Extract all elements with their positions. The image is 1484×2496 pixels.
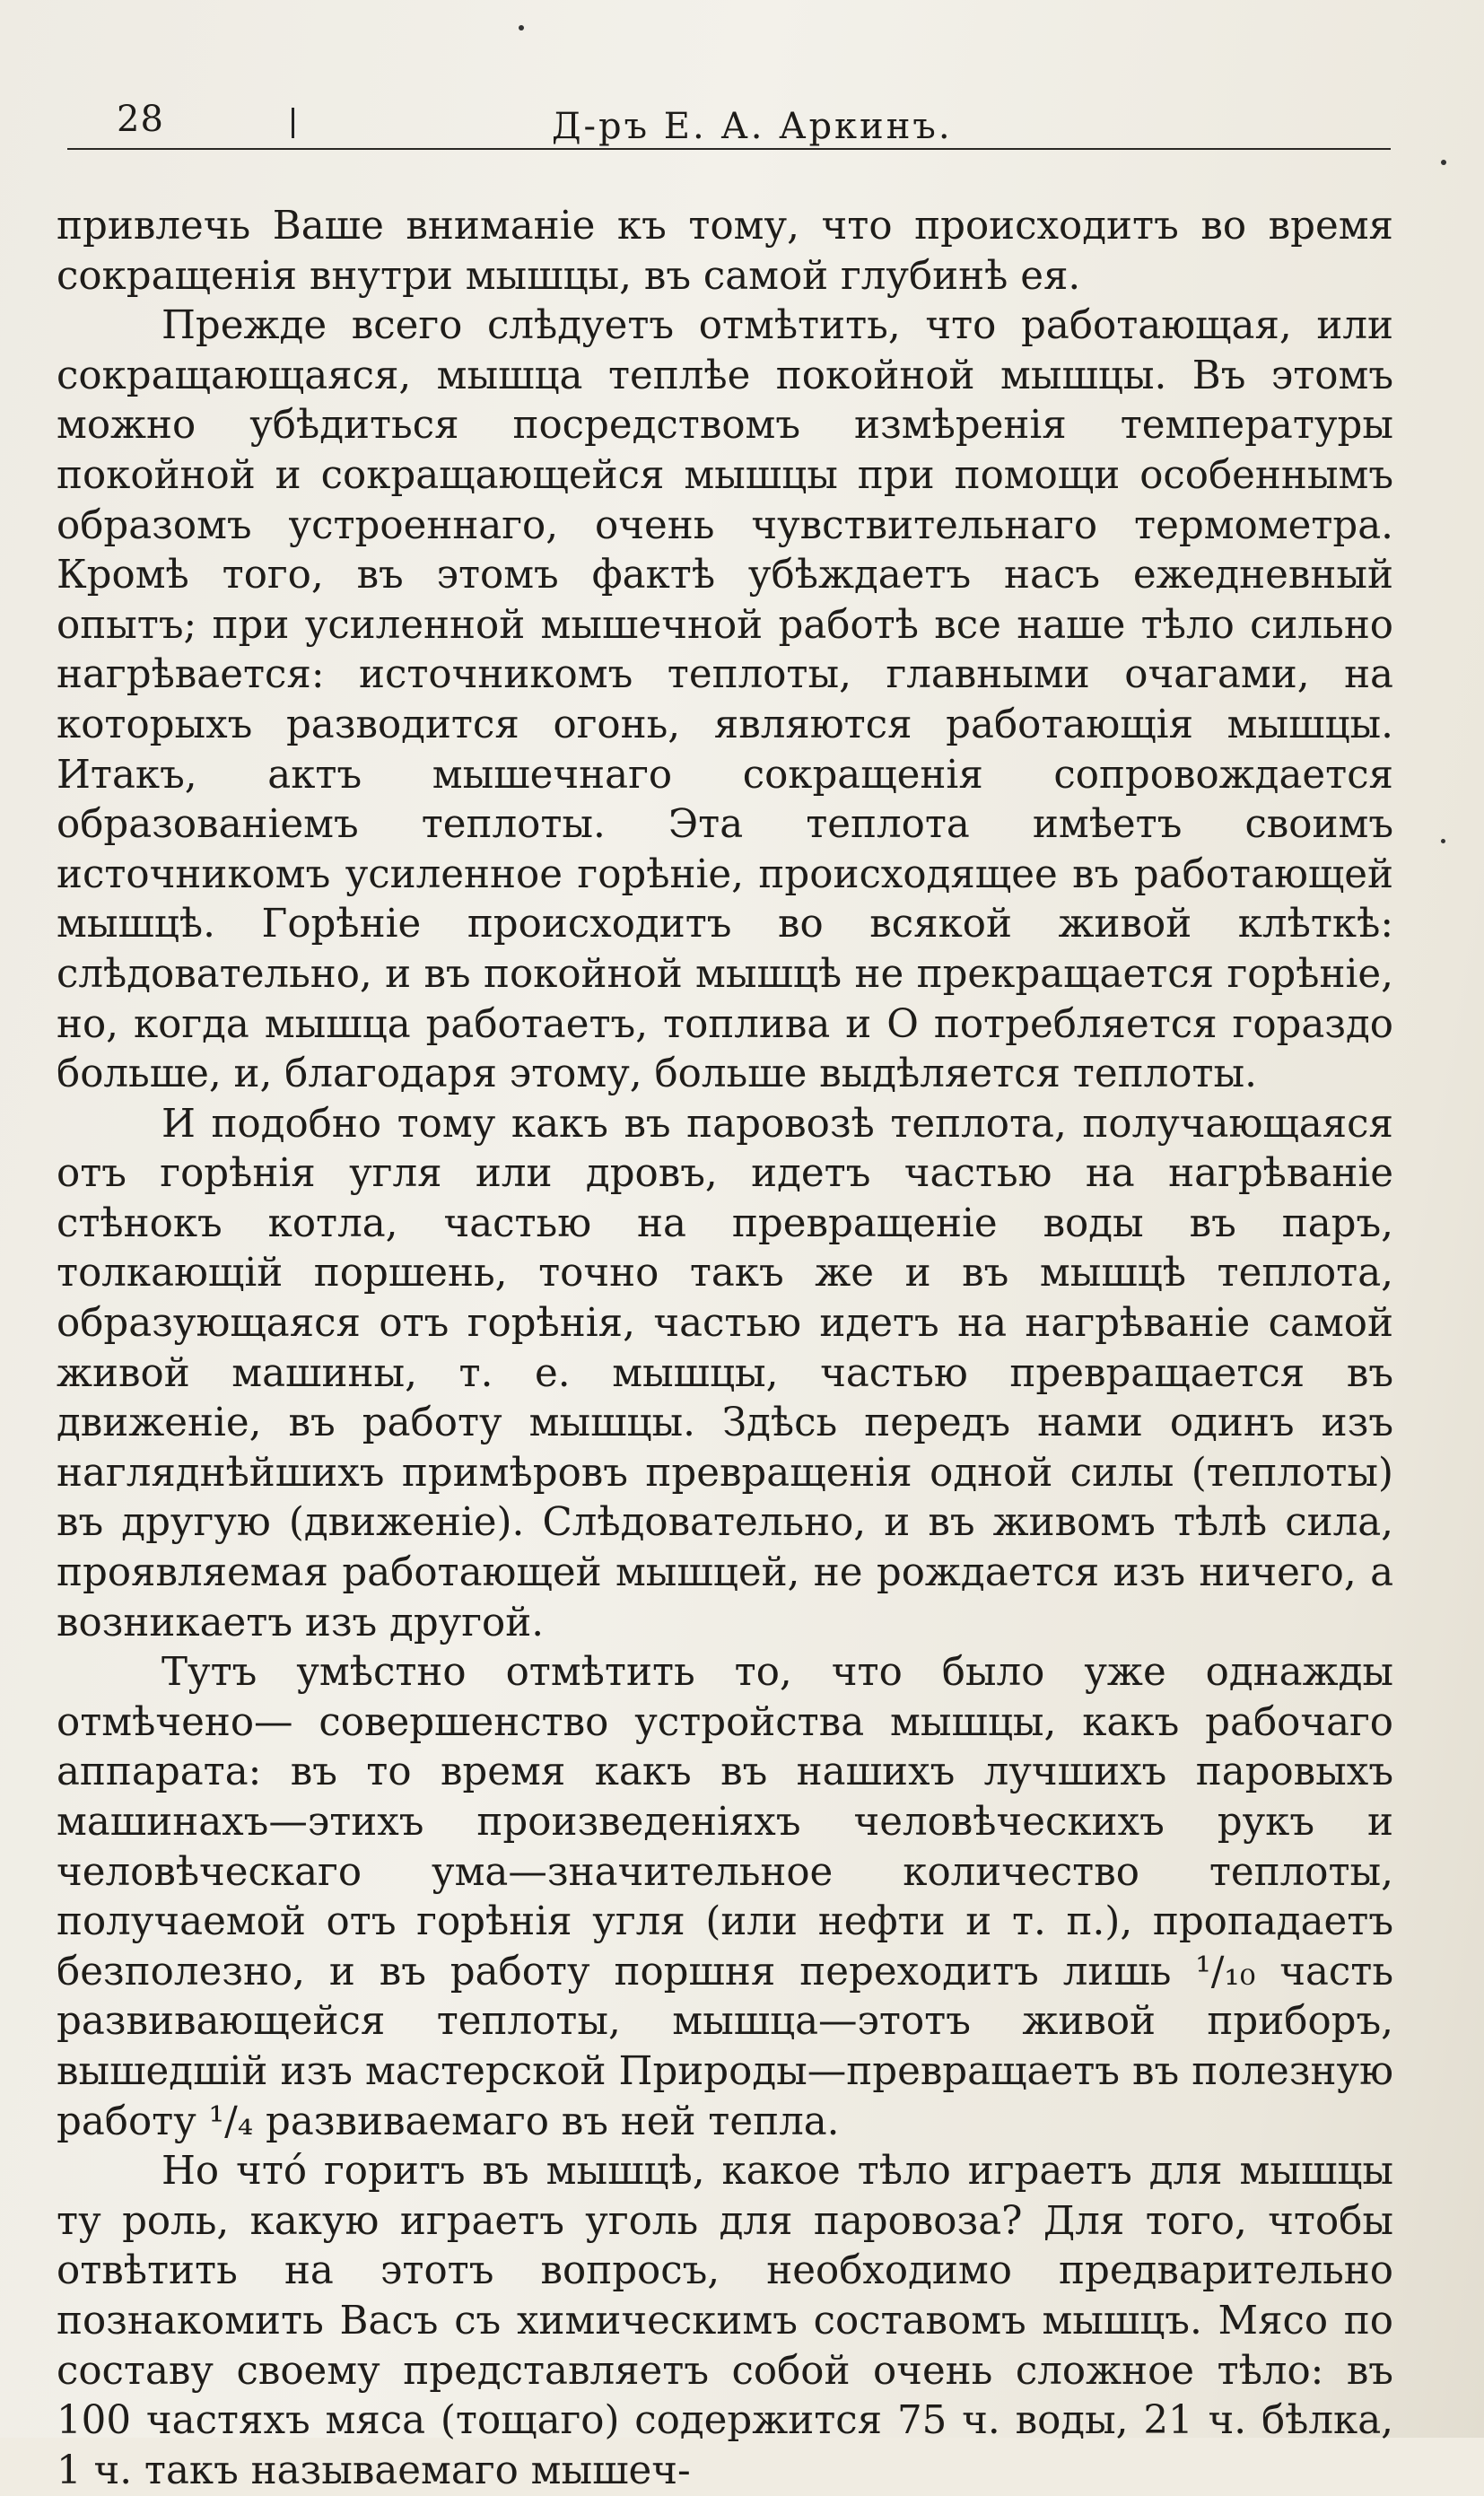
paper-speck bbox=[519, 25, 524, 31]
running-title: Д-ръ Е. А. Аркинъ. bbox=[552, 106, 953, 147]
body-text bbox=[57, 202, 1393, 2496]
paragraph-4: Тутъ умѣстно отмѣтить то, что было уже однажды отмѣчено— совершенство устройства мышцы, какъ рабочаго аппарата: въ то время какъ въ нашихъ лучшихъ паровыхъ машинахъ—этихъ произведеніяхъ человѣческихъ рукъ и человѣческаго ума—значительное количество теплоты, получаемой отъ горѣнія угля (или нефти и т. п.), пропадаетъ безполезно, и въ работу поршня переходитъ лишь ¹/₁₀ часть развивающейся теплоты, мышца—этотъ живой приборъ, вышедшій изъ мастерской Природы—превращаетъ въ полезную работу ¹/₄ развиваемаго въ ней тепла. bbox=[57, 1650, 1393, 2144]
paragraph-2: Прежде всего слѣдуетъ отмѣтить, что работающая, или сокращающаяся, мышца теплѣе покойной мышцы. Въ этомъ можно убѣдиться посредствомъ измѣренія температуры покойной и сокращающейся мышцы при помощи особеннымъ образомъ устроеннаго, очень чувствительнаго термометра. Кромѣ того, въ этомъ фактѣ убѣждаетъ насъ ежедневный опытъ; при усиленной мышечной работѣ все наше тѣло сильно нагрѣвается: источникомъ теплоты, главными очагами, на которыхъ разводится огонь, являются работающія мышцы. Итакъ, актъ мышечнаго сокращенія сопровождается образованіемъ теплоты. Эта теплота имѣетъ своимъ источникомъ усиленное горѣніе, происходящее въ работающей мышцѣ. Горѣніе происходитъ во всякой живой клѣткѣ: слѣдовательно, и въ покойной мышцѣ не прекращается горѣніе, но, когда мышца работаетъ, топлива и O потребляется гораздо больше, и, благодаря этому, больше выдѣляется теплоты. bbox=[57, 303, 1393, 1097]
paper-speck bbox=[1441, 839, 1445, 843]
page-header bbox=[67, 99, 1391, 153]
paragraph-3: И подобно тому какъ въ паровозѣ теплота, получающаяся отъ горѣнія угля или дровъ, идетъ частью на нагрѣваніе стѣнокъ котла, частью на превращеніе воды въ паръ, толкающій поршень, точно такъ же и въ мышцѣ теплота, образующаяся отъ горѣнія, частью идетъ на нагрѣваніе самой живой машины, т. е. мышцы, частью превращается въ движеніе, въ работу мышцы. Здѣсь передъ нами одинъ изъ нагляднѣйшихъ примѣровъ превращенія одной силы (теплоты) въ другую (движеніе). Слѣдовательно, и въ живомъ тѣлѣ сила, проявляемая работающей мышцей, не рождается изъ ничего, а возникаетъ изъ другой. bbox=[57, 1101, 1393, 1645]
paragraph-1: привлечь Ваше вниманіе къ тому, что происходитъ во время сокращенія внутри мышцы, въ самой глубинѣ ея. bbox=[57, 204, 1393, 299]
paper-speck bbox=[1441, 160, 1446, 165]
paragraph-5: Но что́ горитъ въ мышцѣ, какое тѣло играетъ для мышцы ту роль, какую играетъ уголь для паровоза? Для того, чтобы отвѣтить на этотъ вопросъ, необходимо предварительно познакомить Васъ съ химическимъ составомъ мышцъ. Мясо по составу своему представляетъ собой очень сложное тѣло: въ 100 частяхъ мяса (тощаго) содержится 75 ч. воды, 21 ч. бѣлка, 1 ч. такъ называемаго мышеч- bbox=[57, 2149, 1393, 2493]
page-number: 28 bbox=[117, 99, 164, 140]
header-rule bbox=[67, 148, 1391, 150]
header-tick-mark bbox=[292, 108, 294, 138]
